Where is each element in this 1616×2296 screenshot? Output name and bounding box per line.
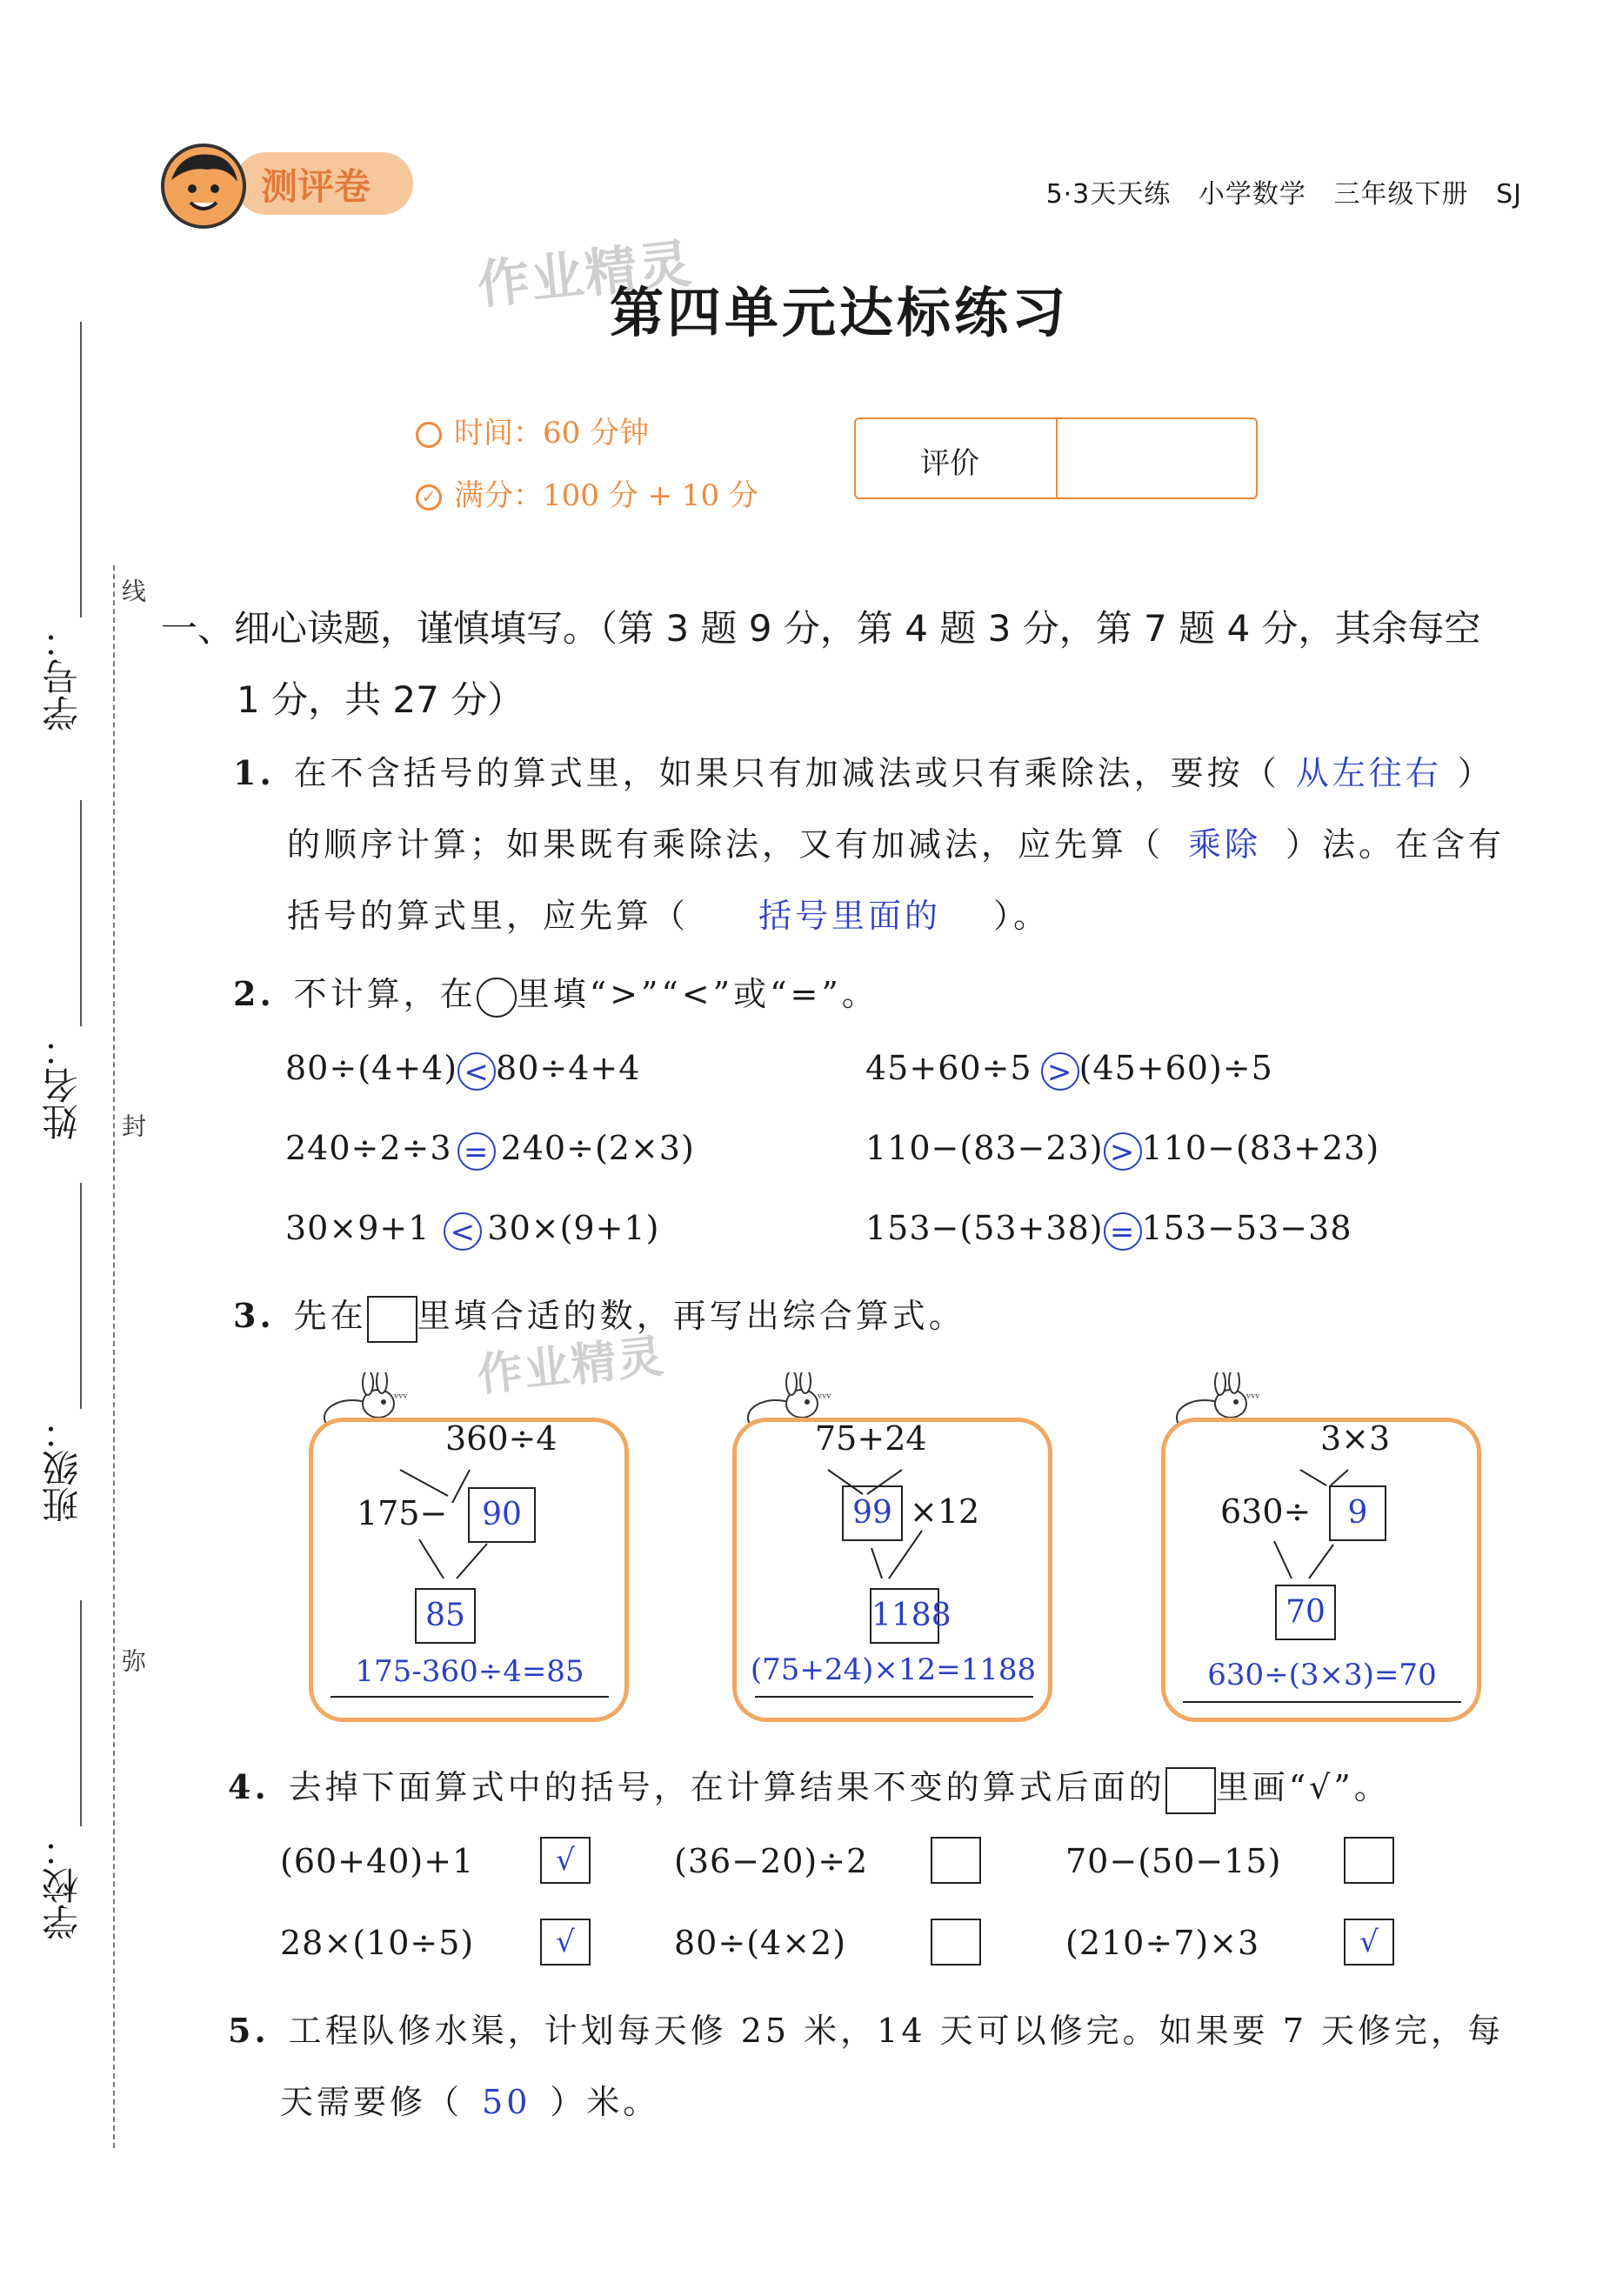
- q3-panel-3-answer[interactable]: 630÷(3×3)=70: [1207, 1658, 1437, 1692]
- q3-prompt: 3. 先在 里填合适的数，再写出综合算式。: [233, 1289, 965, 1343]
- q3-panel-1-mid-box[interactable]: 90: [468, 1487, 536, 1543]
- q4-item-5: 80÷(4×2): [674, 1924, 847, 1962]
- square-placeholder-icon: [1165, 1767, 1216, 1814]
- binding-dashed-line: [113, 565, 115, 2148]
- q5-line1: 5. 工程队修水渠，计划每天修 25 米，14 天可以修完。如果要 7 天修完，每: [228, 2011, 1504, 2050]
- q3-panel-2-mid-right: ×12: [910, 1492, 980, 1531]
- q4-check-box-1[interactable]: √: [540, 1837, 591, 1884]
- answer-line: [331, 1696, 609, 1698]
- watermark: 作业精灵: [474, 233, 696, 317]
- watermark: 作业精灵: [475, 1330, 668, 1403]
- q2-prompt: 2. 不计算，在 里填“>”“<”或“=”。: [233, 967, 878, 1018]
- answer-line: [1183, 1701, 1461, 1703]
- q4-item-6: (210÷7)×3: [1065, 1924, 1260, 1962]
- circle-placeholder-icon: [477, 978, 517, 1018]
- q3-panel-1-top: 360÷4: [445, 1419, 558, 1458]
- series-info: 5·3天天练 小学数学 三年级下册 SJ: [1045, 179, 1522, 210]
- q3-panel-2-top: 75+24: [815, 1419, 927, 1458]
- section-1-title-line1: 一、细心读题，谨慎填写。（第 3 题 9 分，第 4 题 3 分，第 7 题 4 分，其余每空: [161, 607, 1481, 650]
- q4-check-box-3[interactable]: [1344, 1837, 1394, 1884]
- check-circle-icon: ✓: [416, 484, 442, 511]
- badge-label: 测评卷: [261, 165, 371, 208]
- q4-check-box-4[interactable]: √: [540, 1919, 591, 1966]
- q4-item-2: (36−20)÷2: [674, 1842, 869, 1880]
- q4-check-box-5[interactable]: [931, 1919, 981, 1966]
- mascot-face-icon: [161, 144, 246, 229]
- q1-answer-2[interactable]: 乘除: [1188, 825, 1262, 864]
- q2-row3-right: 153−(53+38) = 153−53−38: [865, 1209, 1352, 1250]
- q3-panel-3-mid-box[interactable]: 9: [1329, 1485, 1386, 1541]
- q4-item-4: 28×(10÷5): [280, 1924, 475, 1962]
- q5-line2: 天需要修（ 50 ）米。: [280, 2083, 660, 2121]
- svg-text:ᵛᵛᵛ: ᵛᵛᵛ: [818, 1392, 831, 1405]
- class-line: [80, 1183, 82, 1409]
- q3-panel-2-bottom-box[interactable]: 1188: [870, 1588, 939, 1644]
- compare-circle[interactable]: <: [457, 1052, 496, 1091]
- class-label: 班级：: [41, 1413, 83, 1523]
- student-id-line: [80, 322, 82, 617]
- q2-row3-left: 30×9+1 < 30×(9+1): [285, 1209, 660, 1250]
- q4-item-1: (60+40)+1: [280, 1842, 475, 1880]
- binding-line-mark: 线: [118, 578, 147, 603]
- q5-answer[interactable]: 50: [482, 2083, 531, 2121]
- score-field[interactable]: [1059, 421, 1256, 497]
- q3-panel-3-bottom-box[interactable]: 70: [1275, 1585, 1336, 1640]
- binding-seal-mark: 封: [118, 1113, 147, 1138]
- full-score-info: ✓ 满分：100 分 + 10 分: [416, 471, 758, 514]
- q2-row1-left: 80÷(4+4) < 80÷4+4: [285, 1049, 641, 1090]
- section-1-title-line2: 1 分，共 27 分）: [237, 678, 524, 721]
- q1-line2: 的顺序计算；如果既有乘除法，又有加减法，应先算（ 乘除 ）法。在含有: [287, 825, 1506, 864]
- q1-answer-3[interactable]: 括号里面的: [758, 897, 942, 935]
- svg-text:ᵛᵛᵛ: ᵛᵛᵛ: [1246, 1392, 1260, 1405]
- q3-panel-2-mid-box[interactable]: 99: [842, 1485, 903, 1541]
- name-line: [80, 800, 82, 1026]
- name-label: 姓名：: [41, 1031, 83, 1140]
- q1-answer-1[interactable]: 从左往右: [1295, 754, 1442, 792]
- compare-circle[interactable]: >: [1104, 1132, 1142, 1171]
- school-line: [80, 1600, 82, 1826]
- q4-item-3: 70−(50−15): [1065, 1842, 1282, 1880]
- compare-circle[interactable]: <: [444, 1212, 482, 1251]
- q2-row1-right: 45+60÷5 > (45+60)÷5: [865, 1049, 1273, 1090]
- q4-check-box-6[interactable]: √: [1344, 1919, 1394, 1966]
- q1-line1: 1. 在不含括号的算式里，如果只有加减法或只有乘除法，要按（ 从左往右 ）: [233, 753, 1494, 792]
- clock-icon: [416, 422, 442, 448]
- q4-check-box-2[interactable]: [931, 1837, 981, 1884]
- compare-circle[interactable]: >: [1041, 1052, 1079, 1091]
- compare-circle[interactable]: =: [1104, 1212, 1142, 1251]
- student-id-label: 学号：: [41, 622, 83, 731]
- page-title: 第四单元达标练习: [609, 281, 1069, 344]
- svg-text:ᵛᵛᵛ: ᵛᵛᵛ: [394, 1392, 408, 1405]
- school-label: 学校：: [41, 1831, 83, 1940]
- q2-row2-left: 240÷2÷3 = 240÷(2×3): [285, 1129, 695, 1170]
- binding-bind-mark: 弥: [118, 1648, 147, 1672]
- compare-circle[interactable]: =: [457, 1132, 496, 1171]
- time-info: 时间：60 分钟: [416, 409, 649, 451]
- q3-panel-1-answer[interactable]: 175-360÷4=85: [355, 1654, 584, 1689]
- q1-line3: 括号的算式里，应先算（ 括号里面的 ）。: [287, 897, 1051, 935]
- score-box-divider: [1056, 419, 1058, 497]
- square-placeholder-icon: [367, 1296, 417, 1343]
- score-label: 评价: [920, 446, 979, 481]
- q4-prompt: 4. 去掉下面算式中的括号，在计算结果不变的算式后面的 里画“√”。: [228, 1760, 1391, 1814]
- q3-panel-1-mid-left: 175−: [357, 1494, 448, 1532]
- q3-panel-1-bottom-box[interactable]: 85: [415, 1588, 476, 1644]
- q3-panel-2-answer[interactable]: (75+24)×12=1188: [750, 1652, 1037, 1687]
- answer-line: [755, 1696, 1033, 1698]
- q2-row2-right: 110−(83−23) > 110−(83+23): [865, 1129, 1380, 1170]
- q3-panel-3-mid-left: 630÷: [1220, 1492, 1312, 1531]
- q3-panel-3-top: 3×3: [1320, 1419, 1391, 1458]
